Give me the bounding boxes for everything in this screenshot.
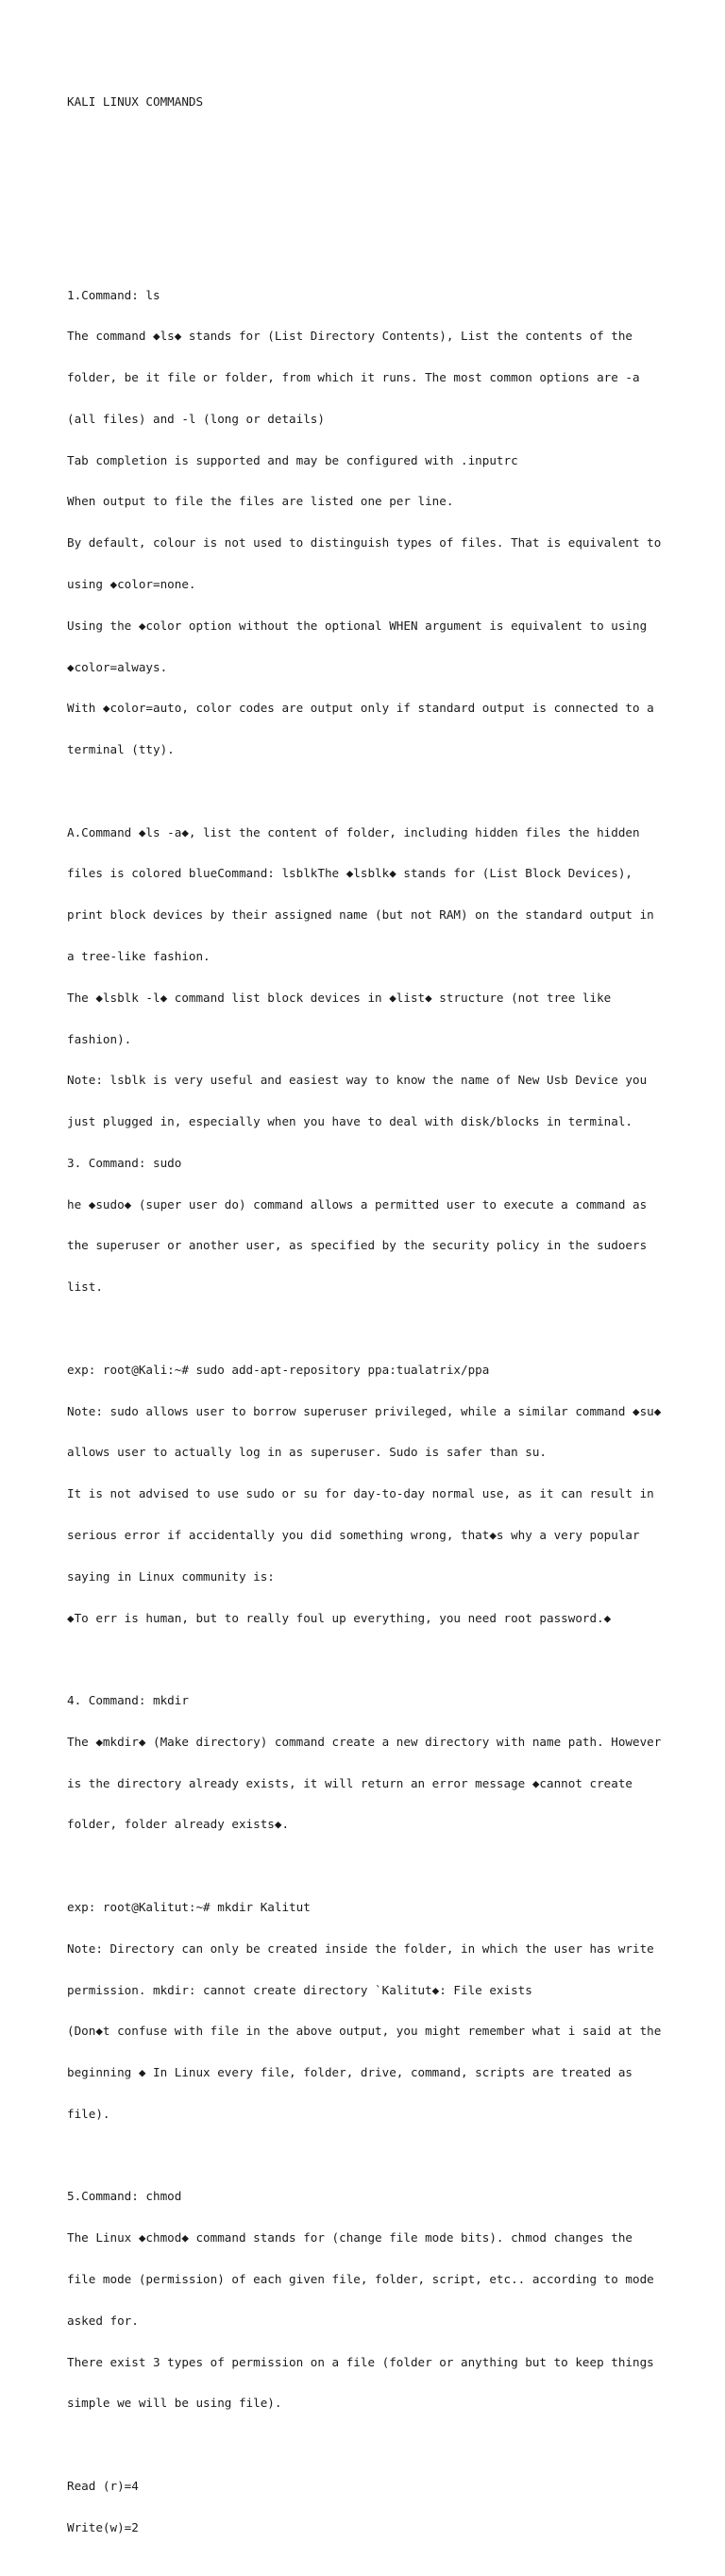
text-line: There exist 3 types of permission on a file (folder or anything but to keep things: [67, 2354, 654, 2369]
text-line: When output to file the files are listed one per line.: [67, 494, 454, 509]
text-line: he ◆sudo◆ (super user do) command allows a permitted user to execute a command as: [67, 1196, 648, 1212]
text-line: file mode (permission) of each given file, folder, script, etc.. according to mode: [67, 2272, 654, 2286]
text-line: files is colored blueCommand: lsblkThe ◆lsblk◆ stands for (List Block Devices),: [67, 866, 632, 881]
section-heading-mkdir: 4. Command: mkdir: [67, 1693, 189, 1708]
text-line: the superuser or another user, as specified by the security policy in the sudoers: [67, 1238, 648, 1253]
text-line: (Don◆t confuse with file in the above output, you might remember what i said at the: [67, 2024, 662, 2039]
text-line: saying in Linux community is:: [67, 1568, 275, 1584]
text-line: [67, 2438, 671, 2452]
section-heading-ls-a: A.Command ◆ls -a◆, list the content of folder, including hidden files the hidden: [67, 824, 640, 839]
text-line: (all files) and -l (long or details): [67, 411, 325, 426]
document-body: [67, 137, 671, 2563]
text-line: Note: Directory can only be created inside the folder, in which the user has write: [67, 1940, 654, 1956]
text-line: [67, 1652, 671, 1667]
text-line: [67, 247, 671, 262]
text-line: is the directory already exists, it will return an error message ◆cannot create: [67, 1775, 632, 1790]
text-line: beginning ◆ In Linux every file, folder, drive, command, scripts are treated as: [67, 2065, 632, 2080]
section-heading-sudo: 3. Command: sudo: [67, 1155, 182, 1170]
text-line: [67, 206, 671, 220]
text-line: The command ◆ls◆ stands for (List Directory Contents), List the contents of the: [67, 329, 632, 344]
text-line: allows user to actually log in as superuser. Sudo is safer than su.: [67, 1445, 547, 1460]
text-line: file).: [67, 2106, 110, 2121]
document-title: KALI LINUX COMMANDS: [67, 94, 204, 110]
text-line: Note: lsblk is very useful and easiest way to know the name of New Usb Device you: [67, 1073, 648, 1088]
example-command: exp: root@Kalitut:~# mkdir Kalitut: [67, 1899, 311, 1914]
text-line: permission. mkdir: cannot create directory `Kalitut◆: File exists: [67, 1982, 532, 1997]
permission-read: Read (r)=4: [67, 2478, 139, 2493]
text-line: It is not advised to use sudo or su for day-to-day normal use, as it can result in: [67, 1486, 654, 1501]
text-line: just plugged in, especially when you have to deal with disk/blocks in terminal.: [67, 1114, 632, 1129]
text-line: ◆color=always.: [67, 659, 168, 674]
text-line: Tab completion is supported and may be configured with .inputrc: [67, 452, 518, 467]
text-line: [67, 2149, 671, 2163]
section-heading-chmod: 5.Command: chmod: [67, 2189, 182, 2204]
text-line: terminal (tty).: [67, 742, 175, 757]
text-line: By default, colour is not used to distinguish types of files. That is equivalent to: [67, 535, 662, 551]
text-line: fashion).: [67, 1031, 132, 1046]
text-line: The ◆mkdir◆ (Make directory) command create a new directory with name path. However: [67, 1734, 662, 1749]
text-line: [67, 785, 671, 799]
text-line: Using the ◆color option without the optional WHEN argument is equivalent to using: [67, 618, 648, 633]
text-line: The Linux ◆chmod◆ command stands for (change file mode bits). chmod changes the: [67, 2230, 632, 2246]
text-line: print block devices by their assigned name (but not RAM) on the standard output in: [67, 907, 654, 923]
text-line: a tree-like fashion.: [67, 949, 211, 963]
text-line: Note: sudo allows user to borrow superuser privileged, while a similar command ◆su◆: [67, 1403, 662, 1418]
permission-write: Write(w)=2: [67, 2519, 139, 2534]
text-line: [67, 1322, 671, 1336]
text-line: asked for.: [67, 2313, 139, 2328]
example-command: exp: root@Kali:~# sudo add-apt-repository ppa:tualatrix/ppa: [67, 1362, 490, 1377]
section-heading-ls: 1.Command: ls: [67, 287, 160, 302]
text-line: folder, folder already exists◆.: [67, 1817, 290, 1832]
text-line: folder, be it file or folder, from which it runs. The most common options are -a: [67, 370, 640, 385]
text-line: [67, 1859, 671, 1873]
text-line: [67, 164, 671, 178]
text-line: ◆To err is human, but to really foul up everything, you need root password.◆: [67, 1610, 612, 1625]
text-line: using ◆color=none.: [67, 576, 196, 591]
text-line: With ◆color=auto, color codes are output only if standard output is connected to a: [67, 701, 654, 716]
document-page: [67, 68, 671, 2576]
text-line: list.: [67, 1280, 103, 1295]
text-line: simple we will be using file).: [67, 2396, 282, 2411]
text-line: The ◆lsblk -l◆ command list block devices in ◆list◆ structure (not tree like: [67, 990, 612, 1005]
text-line: serious error if accidentally you did something wrong, that◆s why a very popular: [67, 1527, 640, 1542]
